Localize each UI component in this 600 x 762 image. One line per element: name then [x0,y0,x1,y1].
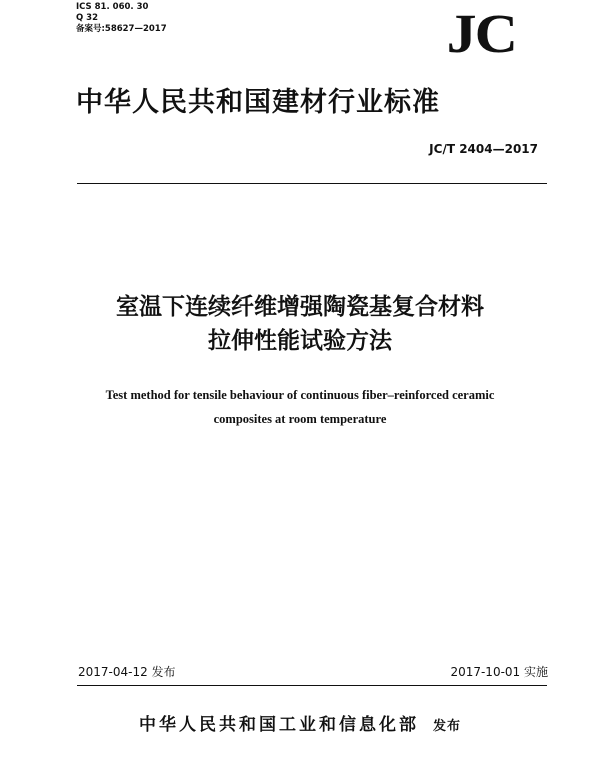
top-divider [77,183,547,184]
title-en-line2: composites at room temperature [213,412,387,426]
publish-date: 2017-04-12 发布 [78,665,176,679]
title-en-line1: Test method for tensile behaviour of continuous fiber–reinforced ceramic [105,388,495,402]
publisher-suffix: 发布 [432,719,461,734]
ics-code: ICS 81. 060. 30 [76,2,149,12]
record-number: 备案号:58627—2017 [76,24,167,34]
title-cn-line1: 室温下连续纤维增强陶瓷基复合材料 [116,294,484,320]
jc-logo: JC [446,3,516,64]
classification-code: Q 32 [76,13,99,23]
standard-number: JC/T 2404—2017 [429,142,538,156]
publisher [0,714,600,738]
org-title: 中华人民共和国建材行业标准 [76,87,440,118]
title-cn-line2: 拉伸性能试验方法 [208,328,392,354]
publisher-name: 中华人民共和国工业和信息化部 [138,715,419,735]
effective-date: 2017-10-01 实施 [450,665,548,679]
bottom-divider [77,685,547,686]
